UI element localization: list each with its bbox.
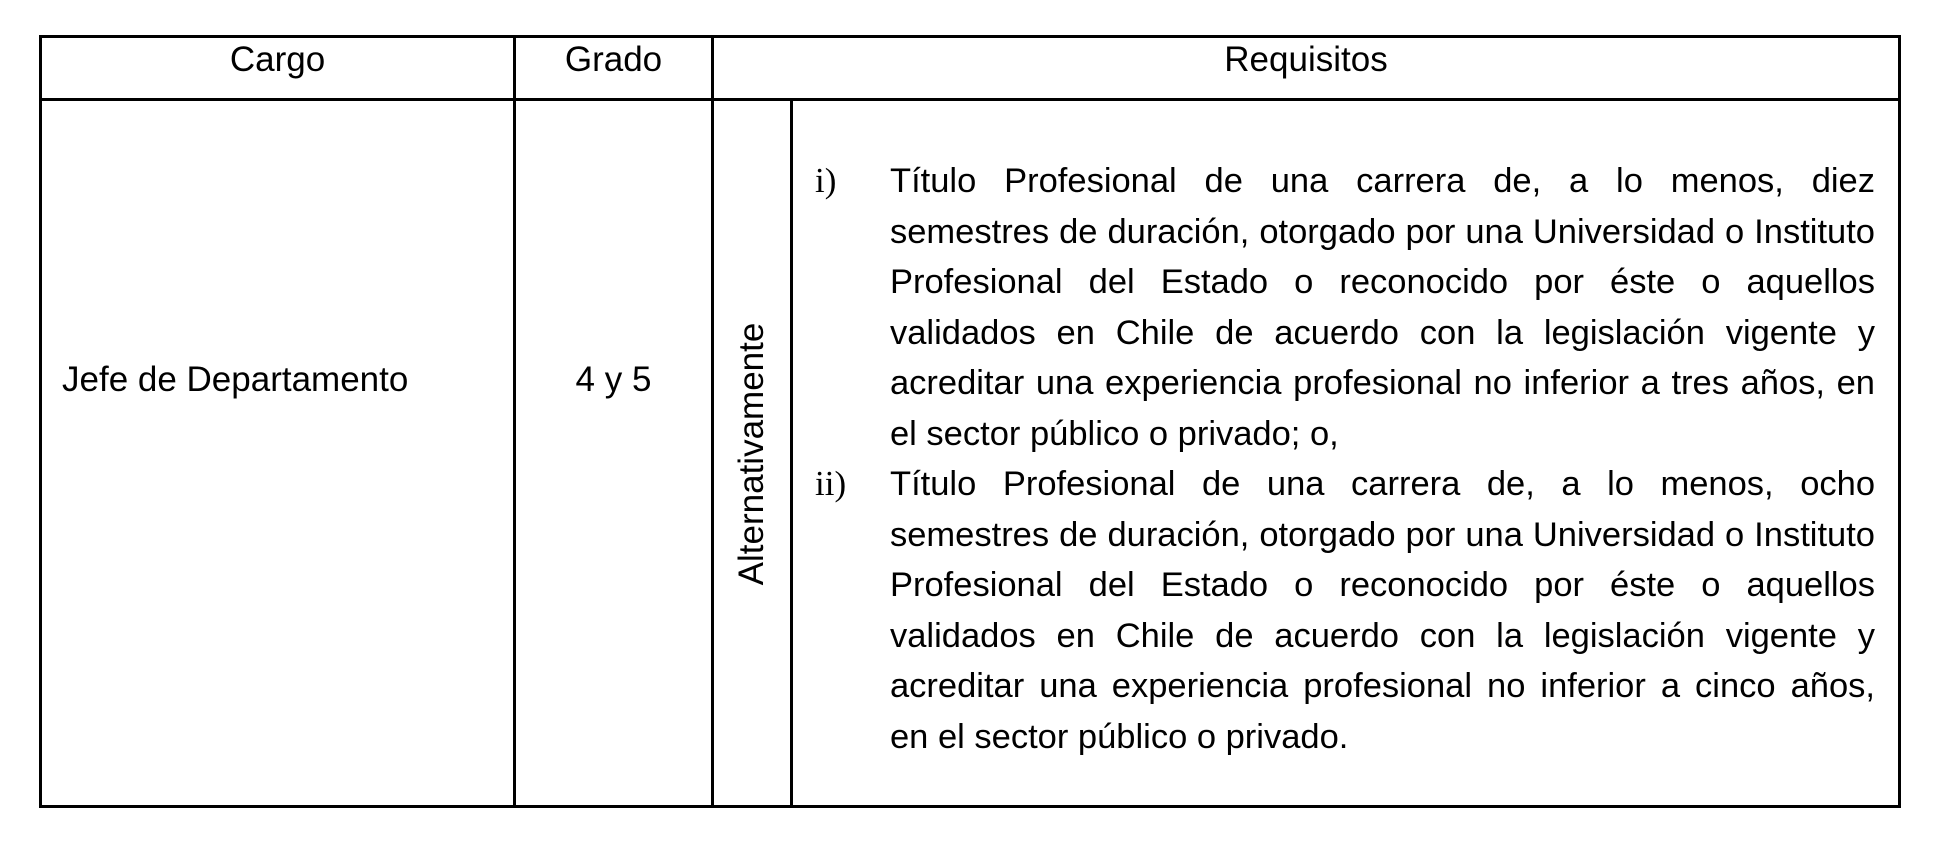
header-requisitos: Requisitos [1224, 40, 1388, 79]
requirement-text: Título Profesional de una carrera de, a lo menos, ocho semestres de duración, otorgado por una Universidad o Instituto Profesional del Estado o reconocido por éste o aquellos validados en Chile de acuerdo con la legislación vigente y acreditar una experiencia profesional no inferior a cinco años, en el sector público o privado. [890, 465, 1875, 756]
cell-grado: 4 y 5 [575, 360, 652, 399]
column-divider-cargo-grado [513, 35, 516, 808]
requirement-text: Título Profesional de una carrera de, a lo menos, diez semestres de duración, otorgado por una Universidad o Instituto Profesional del Estado o reconocido por éste o aquellos validados en Chile de acuerdo con la legislación vigente y acreditar una experiencia profesional no inferior a tres años, en el sector público o privado; o, [890, 162, 1875, 453]
cell-cargo: Jefe de Departamento [62, 360, 409, 399]
requirements-list [815, 156, 1875, 762]
header-cargo: Cargo [229, 40, 326, 79]
header-divider [39, 98, 1901, 101]
header-grado: Grado [564, 40, 663, 79]
requirement-item [815, 459, 1875, 762]
column-divider-grado-requisitos [711, 35, 714, 808]
cell-modalidad: Alternativamente [732, 322, 771, 586]
requirement-marker: ii) [815, 464, 847, 503]
requirement-item [815, 156, 1875, 459]
column-divider-modalidad [790, 101, 793, 808]
requirement-marker: i) [815, 161, 837, 200]
